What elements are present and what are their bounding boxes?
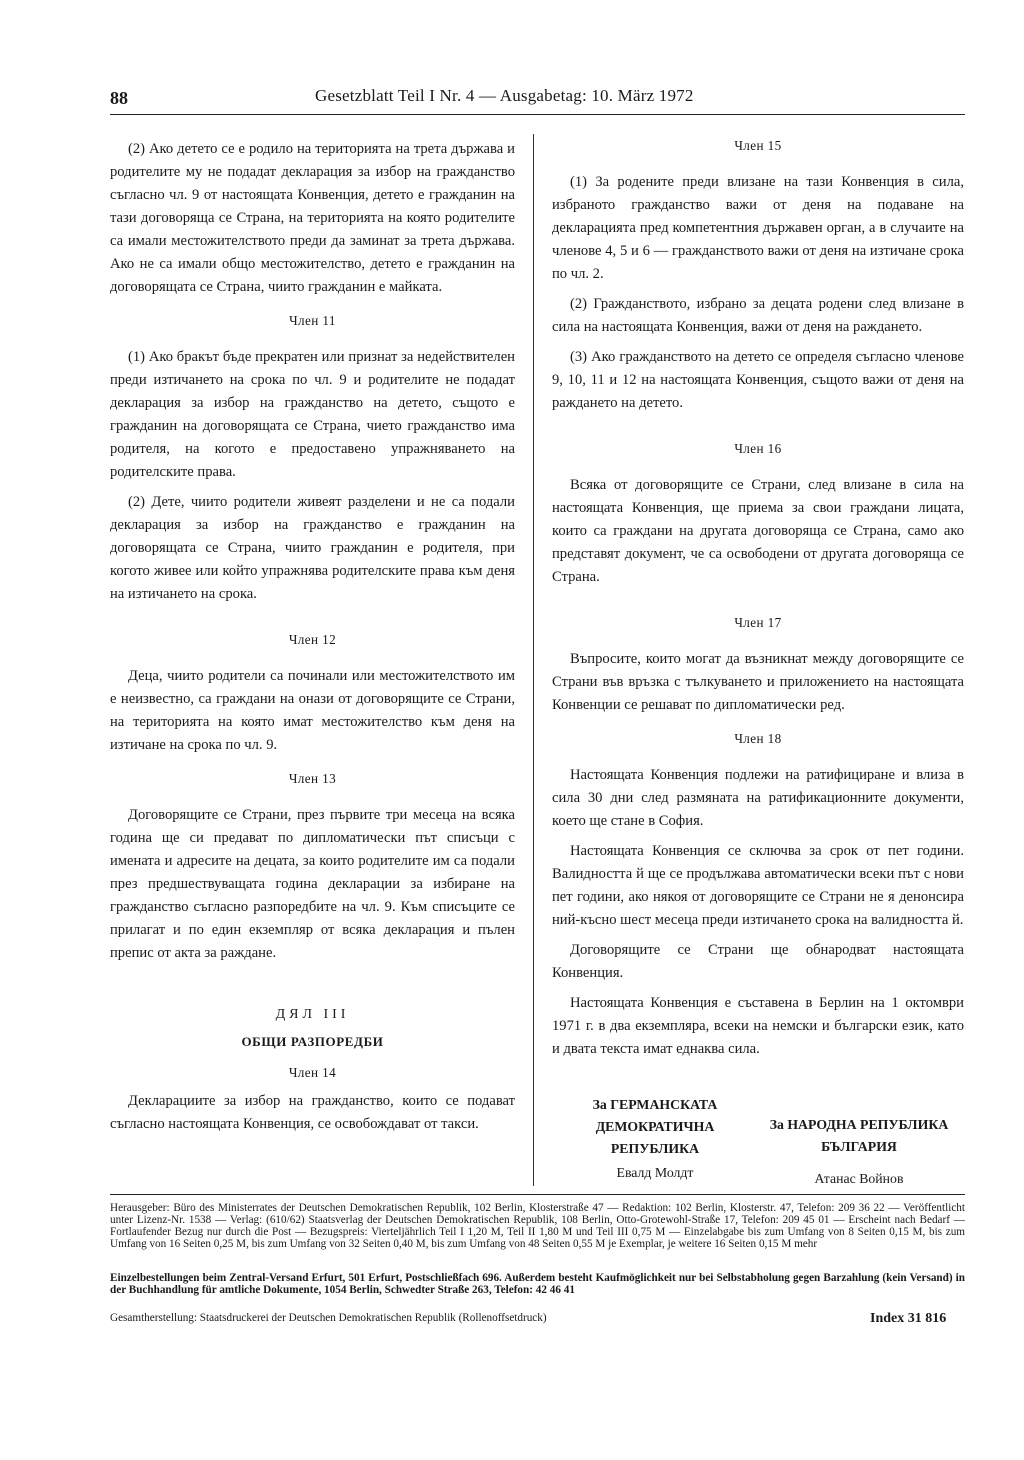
article-15-paragraph-2: (2) Гражданството, избрано за децата родени след влизане в сила на настоящата Конвенция, важи от деня на раждането. bbox=[552, 296, 964, 335]
footer-printer-info: Gesamtherstellung: Staatsdruckerei der Deutschen Demokratischen Republik (Rollenoffsetdruck) bbox=[110, 1312, 547, 1324]
intro-paragraph: (2) Ако детето се е родило на територията на трета държава и родителите му не подадат декларация за избор на гражданство съгласно чл. 9 от настоящата Конвенция, детето е гражданин на тази договоряща се Страна, на територията на която родителите са имали местожителството преди да заминат за трета държава. Ако не са имали общо местожителство, детето е гражданин на договорящата се Страна, чиито гражданин е майката. bbox=[110, 141, 515, 295]
signature-bulgaria bbox=[748, 1114, 970, 1190]
signature-gdr-line-3: РЕПУБЛИКА bbox=[610, 1141, 700, 1156]
column-divider bbox=[533, 134, 534, 1186]
part-heading: ДЯЛ III bbox=[275, 1007, 350, 1022]
article-12-heading: Член 12 bbox=[288, 632, 337, 647]
right-column bbox=[552, 134, 964, 1068]
signature-gdr bbox=[570, 1094, 740, 1184]
running-header-title: Gesetzblatt Teil I Nr. 4 — Ausgabetag: 10. März 1972 bbox=[315, 86, 694, 105]
article-14-paragraph: Декларациите за избор на гражданство, които се подават съгласно настоящата Конвенция, се освобождават от такси. bbox=[110, 1093, 515, 1132]
left-column bbox=[110, 138, 515, 1143]
part-title: ОБЩИ РАЗПОРЕДБИ bbox=[241, 1034, 384, 1049]
article-18-paragraph-1: Настоящата Конвенция подлежи на ратифициране и влиза в сила 30 дни след размяната на ратификационните документи, което ще стане в София. bbox=[552, 767, 964, 829]
article-11-paragraph-1: (1) Ако бракът бъде прекратен или признат за недействителен преди изтичането на срока по чл. 9 и родителите не подадат декларация за избор на гражданство на детето, същото е гражданин на договорящата се Страна, чието гражданство има родителя, на когото е предоставено упражняването на родителските права. bbox=[110, 349, 515, 480]
footer-rule bbox=[110, 1194, 965, 1195]
article-13-paragraph: Договорящите се Страни, през първите три месеца на всяка година ще си предават по дипломатически път списъци с имената и адресите на децата, за които родителите им са подали през предшествуващата година декларации за избиране на гражданство съгласно разпоредбите на чл. 9. Към списъците се прилагат и по един екземпляр от всяка декларация и пълен препис от акта за раждане. bbox=[110, 807, 515, 961]
article-17-heading: Член 17 bbox=[734, 615, 782, 630]
signature-bulgaria-line-2: БЪЛГАРИЯ bbox=[821, 1139, 897, 1154]
article-12-paragraph: Деца, чиито родители са починали или местожителството им е неизвестно, са граждани на онази от договорящите се Страни, на територията на която имат местожителство към деня на изтичане на срока по чл. 9. bbox=[110, 668, 515, 753]
article-11-heading: Член 11 bbox=[289, 313, 336, 328]
index-label: Index 31 816 bbox=[870, 1311, 947, 1326]
article-18-paragraph-4: Настоящата Конвенция е съставена в Берлин на 1 октомври 1971 г. в два екземпляра, всеки на немски и български език, като и двата текста имат еднаква сила. bbox=[552, 995, 964, 1057]
article-18-heading: Член 18 bbox=[734, 731, 782, 746]
signature-gdr-line-2: ДЕМОКРАТИЧНА bbox=[595, 1119, 715, 1134]
article-15-heading: Член 15 bbox=[734, 138, 782, 153]
article-13-heading: Член 13 bbox=[288, 771, 337, 786]
article-15-paragraph-3: (3) Ако гражданството на детето се определя съгласно членове 9, 10, 11 и 12 на настоящата Конвенция, същото важи от деня на раждането на детето. bbox=[552, 349, 964, 411]
article-14-heading: Член 14 bbox=[288, 1065, 337, 1080]
article-18-paragraph-3: Договорящите се Страни ще обнародват настоящата Конвенция. bbox=[552, 942, 964, 981]
article-17-paragraph: Въпросите, които могат да възникнат между договорящите се Страни във връзка с тълкуването и приложението на настоящата Конвенции се решават по дипломатически ред. bbox=[552, 651, 964, 713]
page-number: 88 bbox=[110, 88, 128, 108]
signature-gdr-line-1: За ГЕРМАНСКАТА bbox=[592, 1097, 718, 1112]
header-rule bbox=[110, 114, 965, 115]
signature-bulgaria-name: Атанас Войнов bbox=[814, 1171, 904, 1186]
footer-order-info: Einzelbestellungen beim Zentral-Versand Erfurt, 501 Erfurt, Postschließfach 696. Außerdem besteht Kaufmöglichkeit nur bei Selbstabholung gegen Barzahlung (kein Versand) in der Buchhandlung für amtliche Dokumente, 1054 Berlin, Schwedter Straße 263, Telefon: 42 46 41 bbox=[110, 1272, 965, 1296]
signature-bulgaria-line-1: За НАРОДНА РЕПУБЛИКА bbox=[769, 1117, 949, 1132]
article-11-paragraph-2: (2) Дете, чиито родители живеят разделени и не са подали декларация за избор на гражданство е гражданин на договорящата се Страна, чиито гражданин е родителя, при когото живее или който упражнява родителските права към деня на изтичането на срока. bbox=[110, 494, 515, 602]
footer-publisher-info: Herausgeber: Büro des Ministerrates der Deutschen Demokratischen Republik, 102 Berlin, Klosterstraße 47 — Redaktion: 102 Berlin, Klosterstr. 47, Telefon: 209 36 22 — Veröffentlicht unter Lizenz-Nr. 1538 — Verlag: (610/62) Staatsverlag der Deutschen Demokratischen Republik, 108 Berlin, Otto-Grotewohl-Straße 17, Telefon: 209 45 01 — Erscheint nach Bedarf — Fortlaufender Bezug nur durch die Post — Bezugspreis: Vierteljährlich Teil I 1,20 M, Teil II 1,80 M und Teil III 0,75 M — Einzelabgabe bis zum Umfang von 8 Seiten 0,15 M, bis zum Umfang von 16 Seiten 0,25 M, bis zum Umfang von 32 Seiten 0,40 M, bis zum Umfang von 48 Seiten 0,55 M je Exemplar, je weitere 16 Seiten 0,15 M mehr bbox=[110, 1202, 965, 1250]
article-15-paragraph-1: (1) За родените преди влизане на тази Конвенция в сила, избраното гражданство важи от деня на подаване на декларацията пред компетентния държавен орган, а в случаите на членове 4, 5 и 6 — гражданството важи от деня на изтичане срока по чл. 2. bbox=[552, 174, 964, 282]
article-16-heading: Член 16 bbox=[734, 441, 782, 456]
article-18-paragraph-2: Настоящата Конвенция се сключва за срок от пет години. Валидността й ще се продължава автоматически всеки път с нови пет години, ако някоя от договорящите се Страни не я денонсира ний-късно шест месеца преди изтичането срока на валидността й. bbox=[552, 843, 964, 928]
article-16-paragraph: Всяка от договорящите се Страни, след влизане в сила на настоящата Конвенция, ще приема за свои граждани лицата, които са граждани на другата договоряща се Страна, само ако представят документ, че са освободени от другата договоряща се Страна. bbox=[552, 477, 964, 585]
signature-gdr-name: Евалд Молдт bbox=[616, 1165, 694, 1180]
